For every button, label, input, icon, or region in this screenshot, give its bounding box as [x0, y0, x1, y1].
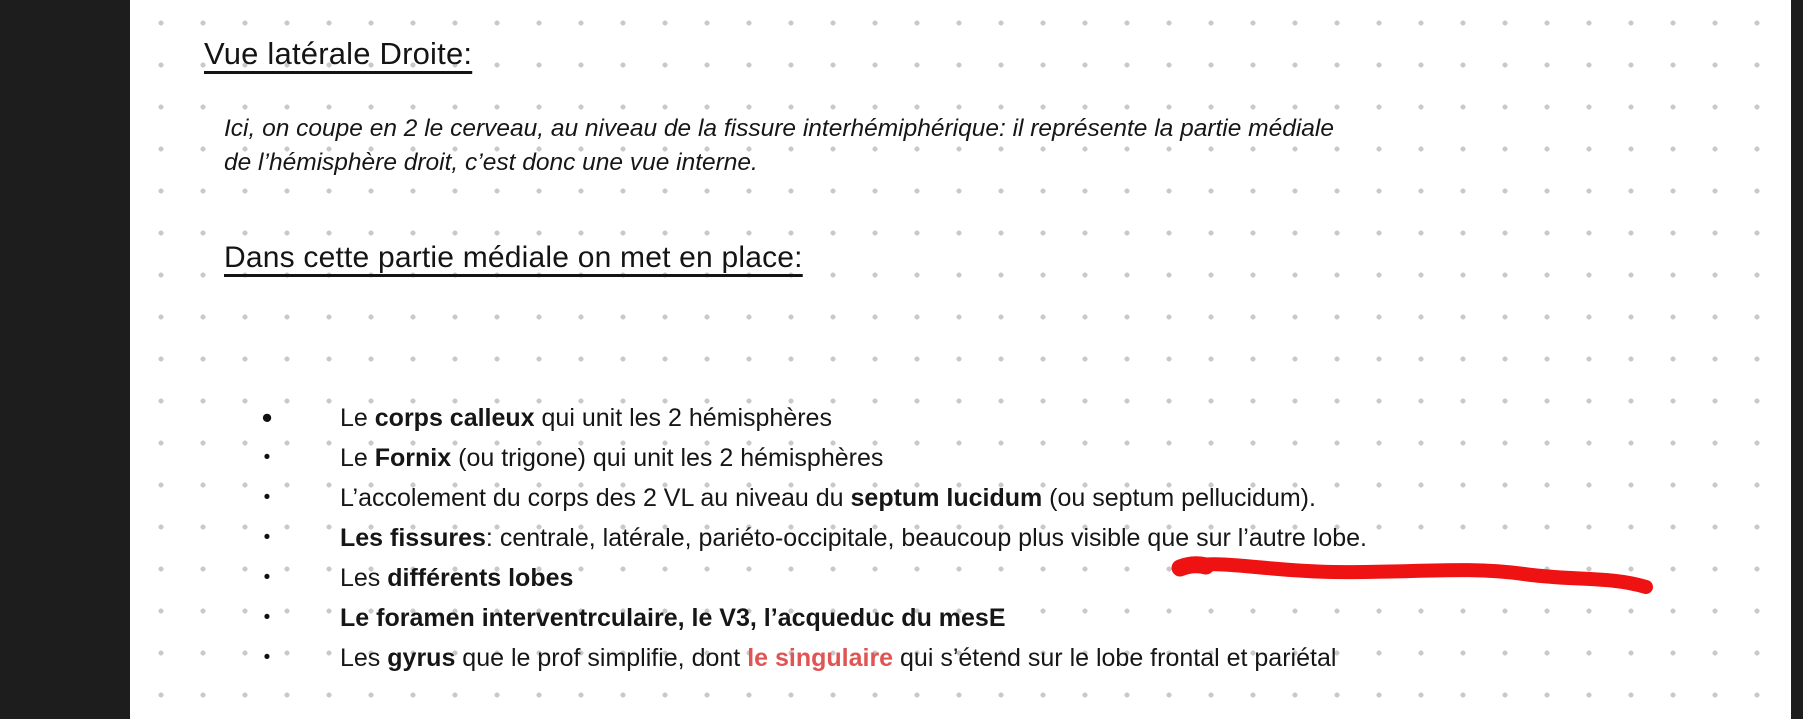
- bullet-icon: •: [263, 487, 271, 508]
- list-item: [0, 398, 1803, 438]
- bullet-icon: •: [263, 567, 271, 588]
- intro-paragraph: [224, 112, 1334, 180]
- bullet-icon: •: [261, 400, 273, 435]
- list-item: [0, 638, 1803, 678]
- intro-line: Ici, on coupe en 2 le cerveau, au niveau de la fissure interhémiphérique: il représente la partie médiale: [224, 115, 1334, 142]
- bullet-icon: •: [263, 447, 271, 468]
- list-item: [0, 598, 1803, 638]
- list-item: [0, 478, 1803, 518]
- list-item-text: Le Fornix (ou trigone) qui unit les 2 hémisphères: [340, 444, 884, 472]
- list-item-text: Les différents lobes: [340, 564, 574, 592]
- list-item: [0, 558, 1803, 598]
- page-title: Vue latérale Droite:: [204, 36, 473, 71]
- list-item: [0, 518, 1803, 558]
- list-item-text: Les gyrus que le prof simplifie, dont le singulaire qui s’étend sur le lobe frontal et pariétal: [340, 644, 1337, 672]
- list-item-text: Les fissures: centrale, latérale, pariéto-occipitale, beaucoup plus visible que sur l’autre lobe.: [340, 524, 1367, 552]
- list-item-text: L’accolement du corps des 2 VL au niveau du septum lucidum (ou septum pellucidum).: [340, 484, 1316, 512]
- bullet-icon: •: [263, 527, 271, 548]
- bullet-icon: •: [263, 647, 271, 668]
- list-item: [0, 438, 1803, 478]
- bullet-list: [0, 398, 1803, 678]
- section-subtitle: Dans cette partie médiale on met en place:: [224, 241, 803, 274]
- list-item-text: Le corps calleux qui unit les 2 hémisphères: [340, 404, 832, 432]
- intro-line: de l’hémisphère droit, c’est donc une vue interne.: [224, 149, 758, 176]
- bullet-icon: •: [263, 607, 271, 628]
- list-item-text: Le foramen interventrculaire, le V3, l’acqueduc du mesE: [340, 604, 1006, 632]
